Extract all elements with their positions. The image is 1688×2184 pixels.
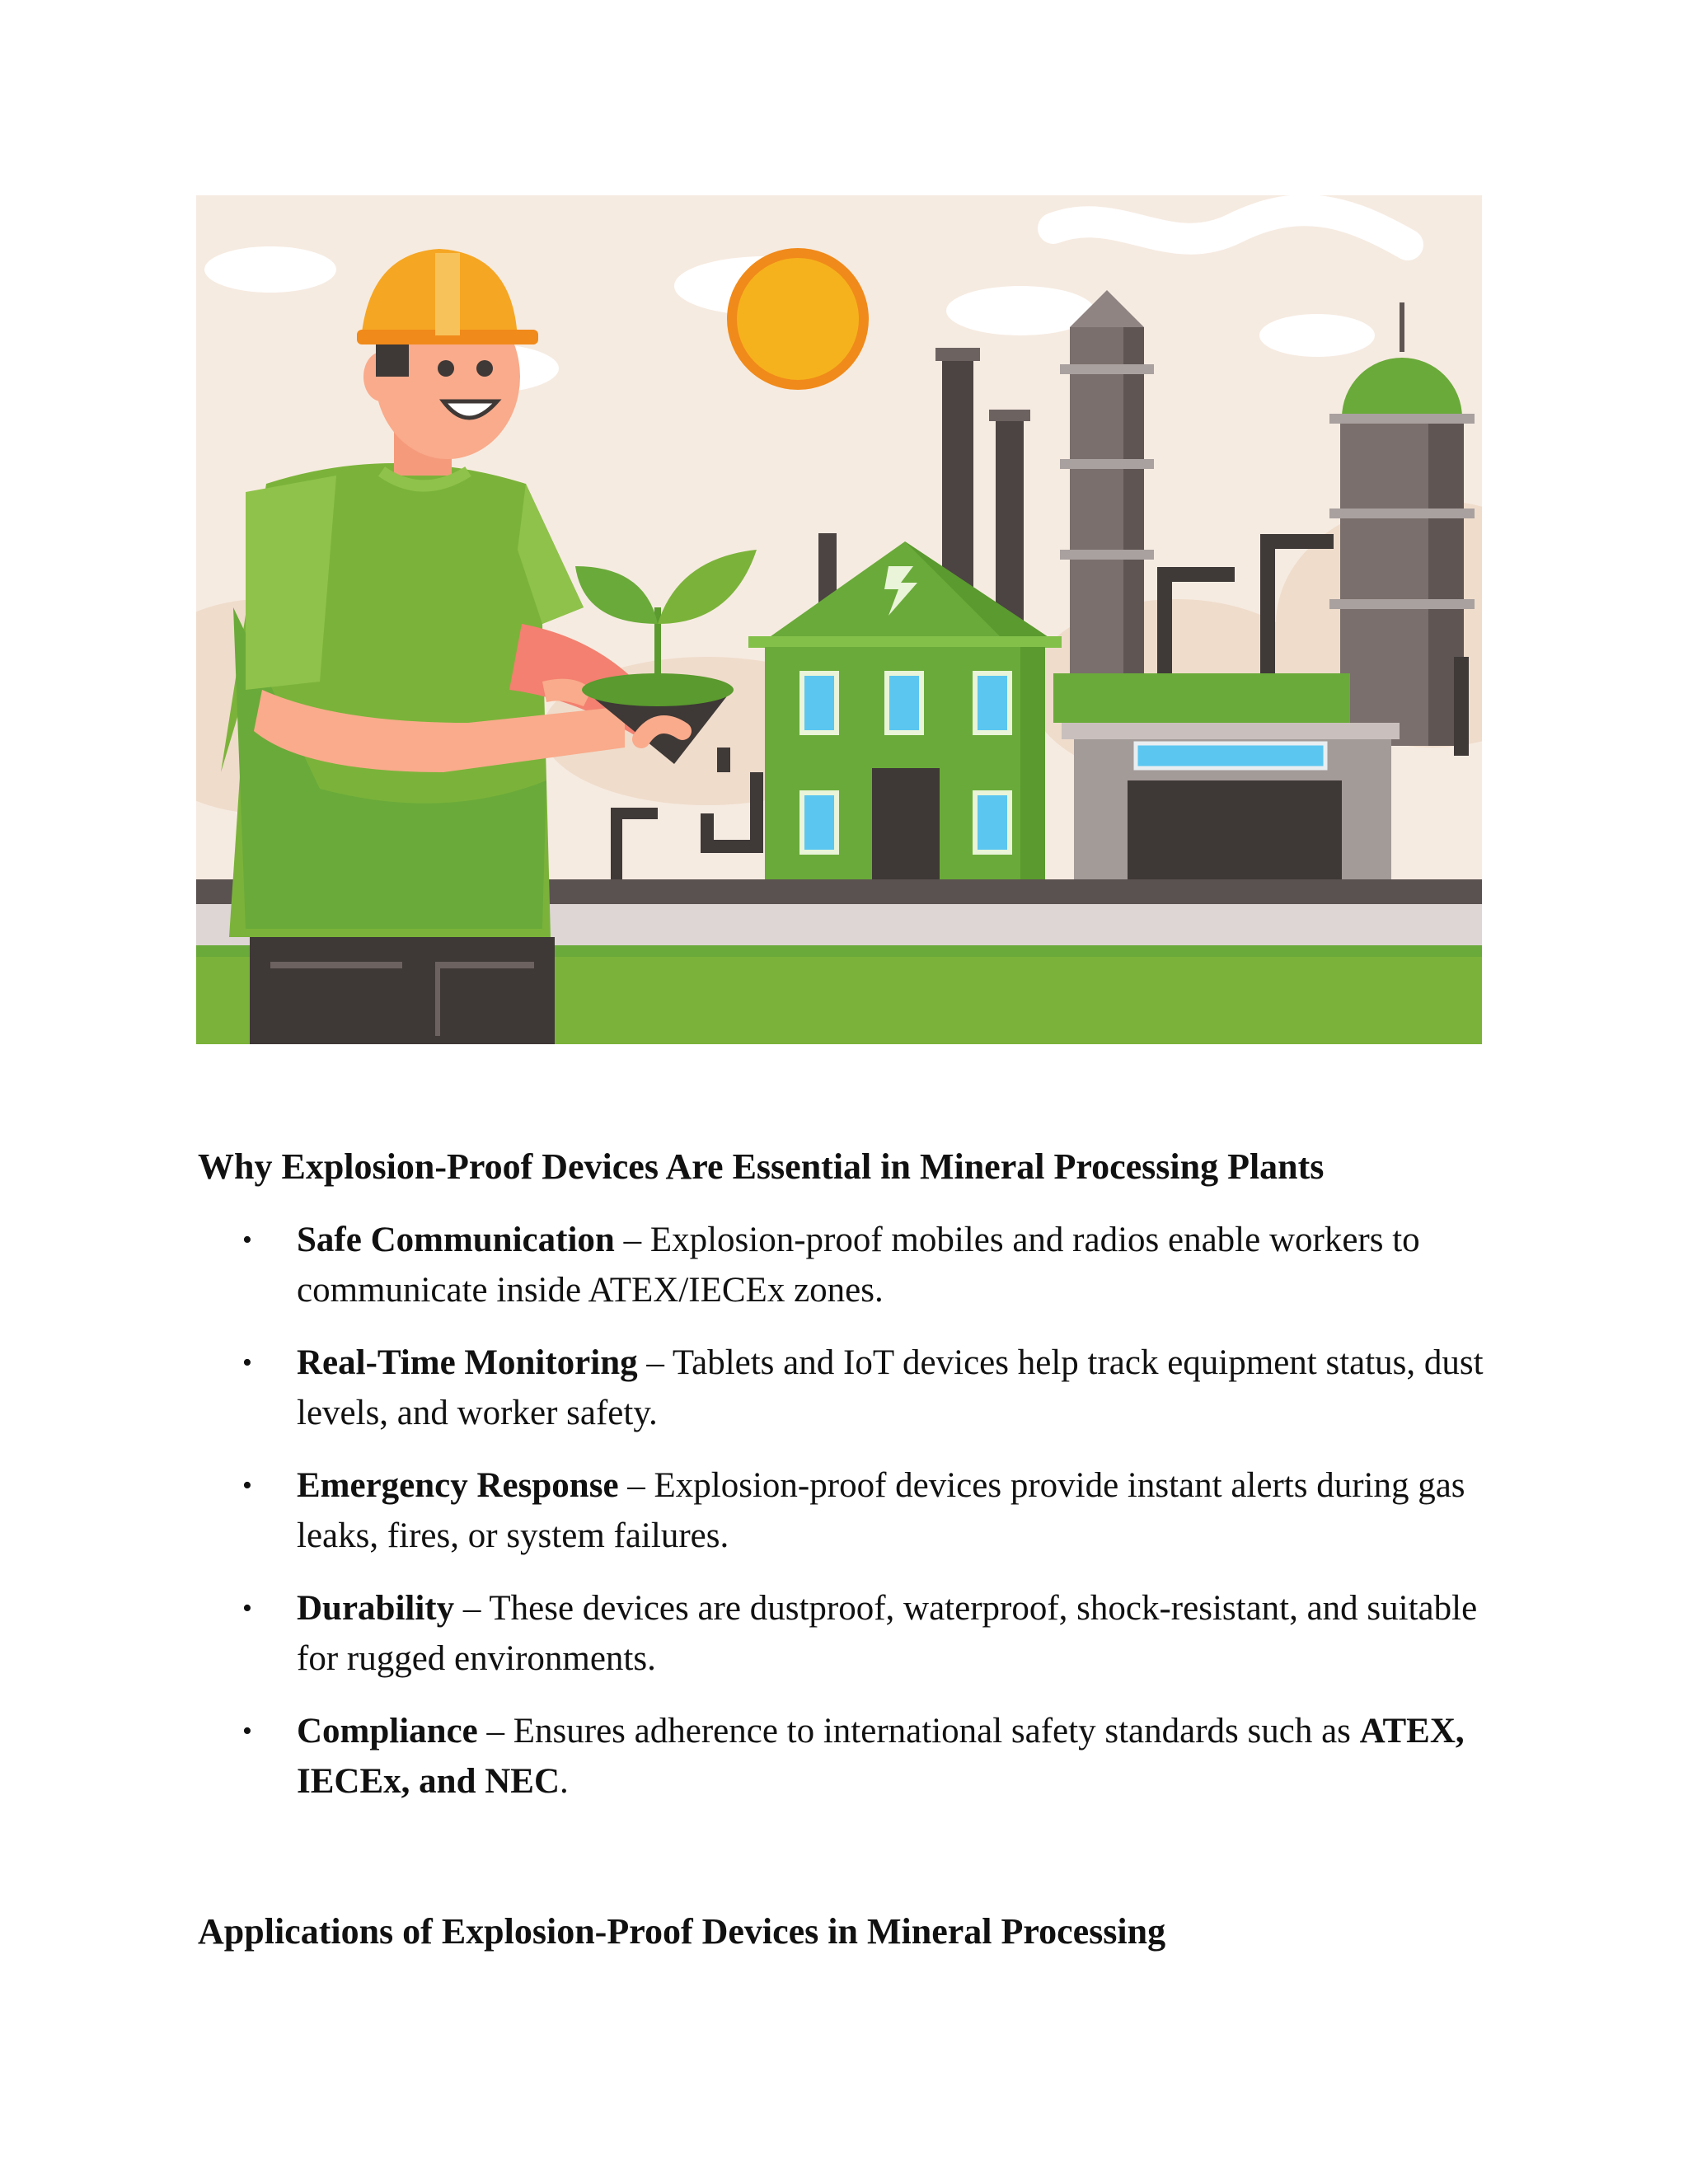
bullet-glyph: • bbox=[242, 1225, 252, 1255]
list-item-text: – Tablets and IoT devices help track equipment status, dust levels, and worker safety. bbox=[297, 1343, 1484, 1432]
section-heading-why: Why Explosion-Proof Devices Are Essential in Mineral Processing Plants bbox=[198, 1146, 1325, 1187]
bullet-glyph: • bbox=[242, 1347, 252, 1378]
list-item bbox=[198, 1215, 1484, 1315]
bullet-glyph: • bbox=[242, 1470, 252, 1501]
list-item-term: Safe Communication bbox=[297, 1221, 615, 1259]
list-item-term: Emergency Response bbox=[297, 1466, 619, 1505]
list-item-text: – Explosion-proof mobiles and radios enable workers to communicate inside ATEX/IECEx zones. bbox=[297, 1221, 1420, 1310]
list-item-text: – Ensures adherence to international safety standards such as bbox=[477, 1712, 1360, 1750]
benefits-list bbox=[198, 1215, 1484, 1829]
list-item-term: Durability bbox=[297, 1589, 455, 1628]
list-item-text: – These devices are dustproof, waterproof, shock-resistant, and suitable for rugged environments. bbox=[297, 1589, 1478, 1678]
bullet-glyph: • bbox=[242, 1593, 252, 1624]
list-item bbox=[198, 1338, 1484, 1438]
list-item-term: Compliance bbox=[297, 1712, 478, 1750]
list-item-tail: . bbox=[560, 1762, 569, 1801]
worker-factory-illustration bbox=[196, 195, 1482, 1044]
standards-list: ATEX, IECEx, and NEC bbox=[297, 1712, 1465, 1801]
list-item-text: – Explosion-proof devices provide instant alerts during gas leaks, fires, or system failures. bbox=[297, 1466, 1465, 1555]
list-item-term: Real-Time Monitoring bbox=[297, 1343, 638, 1382]
list-item bbox=[198, 1583, 1484, 1684]
list-item bbox=[198, 1706, 1484, 1807]
section-heading-applications: Applications of Explosion-Proof Devices in Mineral Processing bbox=[198, 1911, 1166, 1952]
bullet-glyph: • bbox=[242, 1716, 252, 1746]
hero-illustration bbox=[196, 195, 1482, 1044]
list-item bbox=[198, 1460, 1484, 1561]
